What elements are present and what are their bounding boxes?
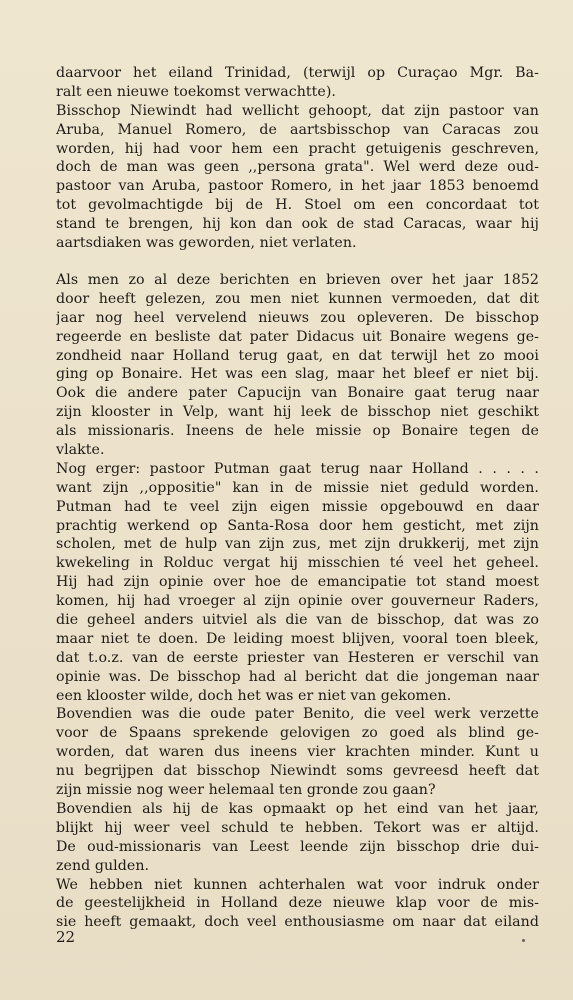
text-line: Aruba, Manuel Romero, de aartsbisschop van Caracas zou	[56, 121, 539, 138]
text-line: door heeft gelezen, zou men niet kunnen vermoeden, dat dit	[56, 290, 539, 307]
text-line: worden, dat waren dus ineens vier krachten minder. Kunt u	[56, 744, 539, 761]
text-line: vlakte.	[56, 442, 105, 459]
text-line: die geheel anders uitviel als die van de bisschop, dat was zo	[56, 612, 539, 629]
text-line: jaar nog heel vervelend nieuws zou opleveren. De bisschop	[56, 309, 539, 326]
text-line: We hebben niet kunnen achterhalen wat voor indruk onder	[56, 876, 539, 893]
paragraph-2	[56, 271, 539, 932]
text-line: zijn missie nog weer helemaal ten gronde zou gaan?	[56, 782, 436, 799]
text-line: zijn klooster in Velp, want hij leek de bisschop niet geschikt	[56, 404, 539, 421]
text-line: zend gulden.	[56, 857, 150, 874]
text-line: kwekeling in Rolduc vergat hij misschien té veel het geheel.	[56, 555, 539, 572]
text-line: blijkt hij weer veel schuld te hebben. Tekort was er altijd.	[56, 819, 539, 836]
text-line: Bovendien was die oude pater Benito, die veel werk verzette	[56, 706, 539, 723]
text-line: stand te brengen, hij kon dan ook de stad Caracas, waar hij	[56, 216, 539, 233]
text-line: ralt een nieuwe toekomst verwachtte).	[56, 83, 336, 100]
paragraph-1	[56, 64, 539, 253]
text-line: prachtig werkend op Santa-Rosa door hem gesticht, met zijn	[56, 517, 539, 534]
text-line: maar niet te doen. De leiding moest blijven, vooral toen bleek,	[56, 630, 539, 647]
text-line: als missionaris. Ineens de hele missie op Bonaire tegen de	[56, 423, 539, 440]
text-line: De oud-missionaris van Leest leende zijn bisschop drie dui-	[56, 838, 539, 855]
text-line: nu begrijpen dat bisschop Niewindt soms gevreesd heeft dat	[56, 763, 539, 780]
page-number: 22	[56, 928, 76, 946]
text-line: Bisschop Niewindt had wellicht gehoopt, dat zijn pastoor van	[56, 102, 539, 119]
text-line: tot gevolmachtigde bij de H. Stoel om een concordaat tot	[56, 197, 539, 214]
text-line: want zijn ,,oppositie" kan in de missie niet geduld worden.	[56, 479, 539, 496]
text-line: Ook die andere pater Capucijn van Bonaire gaat terug naar	[56, 385, 539, 402]
text-line: komen, hij had vroeger al zijn opinie over gouverneur Raders,	[56, 593, 539, 610]
text-line: daarvoor het eiland Trinidad, (terwijl op Curaçao Mgr. Ba-	[56, 65, 539, 81]
text-line: zondheid naar Holland terug gaat, en dat terwijl het zo mooi	[56, 347, 539, 364]
text-line: Als men zo al deze berichten en brieven over het jaar 1852	[56, 272, 539, 288]
text-line: Nog erger: pastoor Putman gaat terug naar Holland . . . . .	[56, 460, 539, 477]
paper-speck	[522, 939, 525, 942]
text-line: sie heeft gemaakt, doch veel enthousiasme om naar dat eiland	[56, 914, 539, 931]
text-line: regeerde en besliste dat pater Didacus uit Bonaire wegens ge-	[56, 328, 539, 345]
text-line: opinie was. De bisschop had al bericht dat die jongeman naar	[56, 668, 539, 685]
text-line: Putman had te veel zijn eigen missie opgebouwd en daar	[56, 498, 539, 515]
text-line: aartsdiaken was geworden, niet verlaten.	[56, 235, 357, 252]
text-line: de geestelijkheid in Holland deze nieuwe klap voor de mis-	[56, 895, 539, 912]
text-line: dat t.o.z. van de eerste priester van Hesteren er verschil van	[56, 649, 539, 666]
text-line: een klooster wilde, doch het was er niet van gekomen.	[56, 687, 452, 704]
text-line: scholen, met de hulp van zijn zus, met zijn drukkerij, met zijn	[56, 536, 539, 553]
text-line: Hij had zijn opinie over hoe de emancipatie tot stand moest	[56, 574, 539, 591]
text-line: pastoor van Aruba, pastoor Romero, in het jaar 1853 benoemd	[56, 178, 539, 195]
text-line: voor de Spaans sprekende gelovigen zo goed als blind ge-	[56, 725, 539, 742]
text-line: ging op Bonaire. Het was een slag, maar het bleef er niet bij.	[56, 366, 539, 383]
text-line: worden, hij had voor hem een pracht getuigenis geschreven,	[56, 140, 539, 157]
text-line: doch de man was geen ,,persona grata". Wel werd deze oud-	[56, 159, 539, 176]
text-line: Bovendien als hij de kas opmaakt op het eind van het jaar,	[56, 800, 539, 817]
